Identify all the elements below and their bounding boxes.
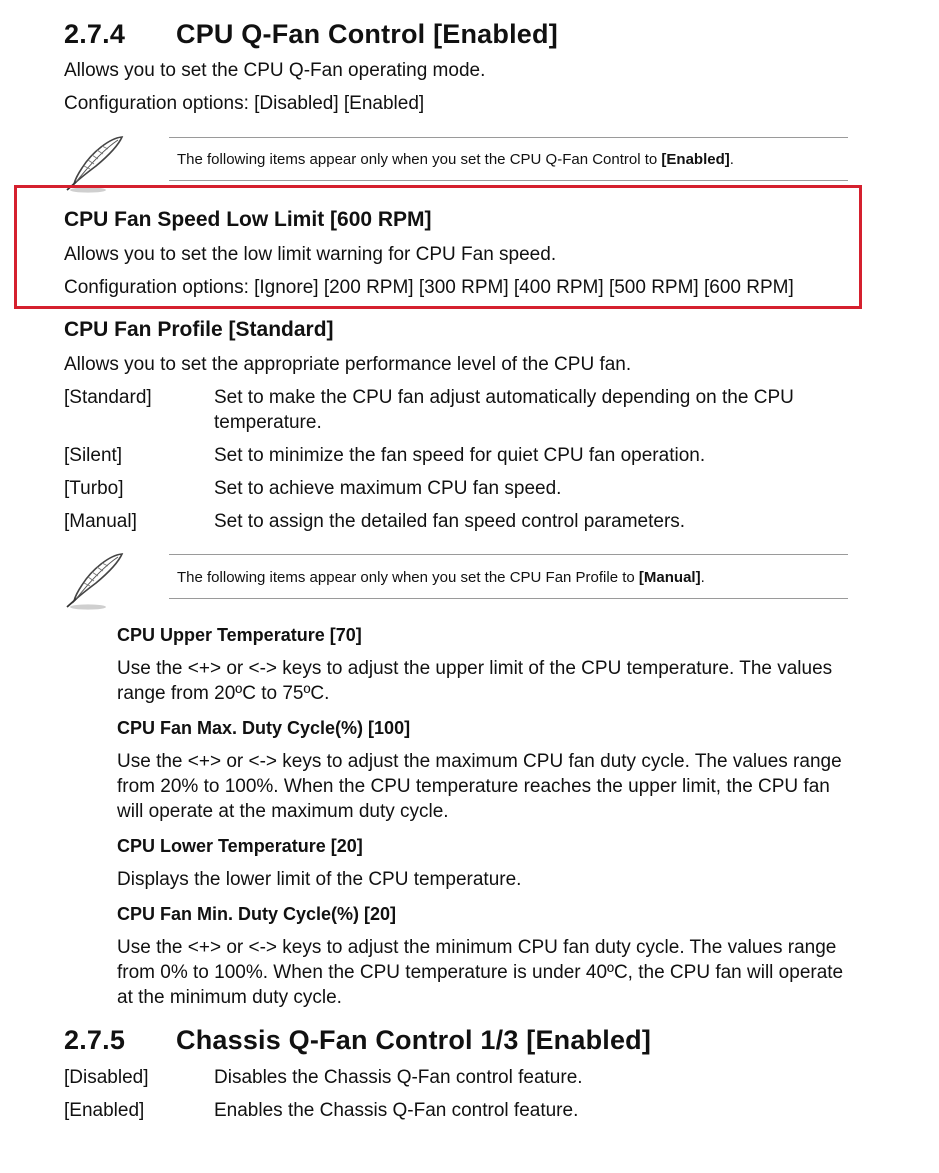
chassis-option-text: Disables the Chassis Q-Fan control feature. <box>214 1067 583 1088</box>
manual-item-title: CPU Fan Max. Duty Cycle(%) [100] <box>117 718 411 738</box>
profile-option-key: [Turbo] <box>64 478 124 499</box>
note1-bottom-rule <box>169 180 848 181</box>
low-limit-desc: Allows you to set the low limit warning for CPU Fan speed. <box>64 244 557 265</box>
section-number-2-7-4: 2.7.4 <box>64 19 126 49</box>
manual-item-text: Displays the lower limit of the CPU temperature. <box>117 869 522 890</box>
profile-option-text: Set to assign the detailed fan speed control parameters. <box>214 511 686 532</box>
section-title-chassis-qfan-control: Chassis Q-Fan Control 1/3 [Enabled] <box>176 1025 652 1055</box>
section-title-cpu-qfan-control: CPU Q-Fan Control [Enabled] <box>176 19 558 49</box>
note2-bold: [Manual] <box>638 569 701 586</box>
note2-bottom-rule <box>169 598 848 599</box>
note2-top-rule <box>169 554 848 555</box>
profile-option-text: Set to make the CPU fan adjust automatically depending on the CPU temperature. <box>214 387 794 433</box>
note-pen-icon <box>62 551 132 611</box>
manual-item-title: CPU Fan Min. Duty Cycle(%) [20] <box>117 904 397 924</box>
profile-option-key: [Silent] <box>64 445 123 466</box>
profile-option-key: [Manual] <box>64 511 137 532</box>
note1-plain: The following items appear only when you set the CPU Q-Fan Control to <box>177 151 662 168</box>
chassis-option-key: [Disabled] <box>64 1067 149 1088</box>
profile-title: CPU Fan Profile [Standard] <box>64 318 334 341</box>
profile-desc: Allows you to set the appropriate performance level of the CPU fan. <box>64 354 632 375</box>
cpu-qfan-config: Configuration options: [Disabled] [Enabled] <box>64 93 425 114</box>
cpu-qfan-desc: Allows you to set the CPU Q-Fan operating mode. <box>64 60 486 81</box>
manual-item-title: CPU Lower Temperature [20] <box>117 836 363 856</box>
note2-end: . <box>700 569 705 586</box>
profile-option-key: [Standard] <box>64 387 152 408</box>
note2-plain: The following items appear only when you set the CPU Fan Profile to <box>177 569 639 586</box>
note1-bold: [Enabled] <box>661 151 730 168</box>
chassis-option-key: [Enabled] <box>64 1100 145 1121</box>
low-limit-config: Configuration options: [Ignore] [200 RPM] [300 RPM] [400 RPM] [500 RPM] [600 RPM] <box>64 277 794 298</box>
manual-item-title: CPU Upper Temperature [70] <box>117 625 362 645</box>
section-number-2-7-5: 2.7.5 <box>64 1025 126 1055</box>
low-limit-title: CPU Fan Speed Low Limit [600 RPM] <box>64 208 432 231</box>
manual-item-text: Use the <+> or <-> keys to adjust the upper limit of the CPU temperature. The values range from 20ºC to 75ºC. <box>117 658 833 704</box>
manual-item-text: Use the <+> or <-> keys to adjust the maximum CPU fan duty cycle. The values range from 20% to 100%. When the CPU temperature reaches the upper limit, the CPU fan will operate at the maximum duty cycle. <box>117 751 842 822</box>
note1-text <box>177 151 734 168</box>
profile-option-text: Set to achieve maximum CPU fan speed. <box>214 478 562 499</box>
profile-option-text: Set to minimize the fan speed for quiet CPU fan operation. <box>214 445 706 466</box>
chassis-option-text: Enables the Chassis Q-Fan control feature. <box>214 1100 579 1121</box>
note1-top-rule <box>169 137 848 138</box>
manual-item-text: Use the <+> or <-> keys to adjust the minimum CPU fan duty cycle. The values range from 0% to 100%. When the CPU temperature is under 40ºC, the CPU fan will operate at the minimum duty cycle. <box>117 937 844 1008</box>
note2-text <box>177 569 705 586</box>
note1-end: . <box>729 151 734 168</box>
